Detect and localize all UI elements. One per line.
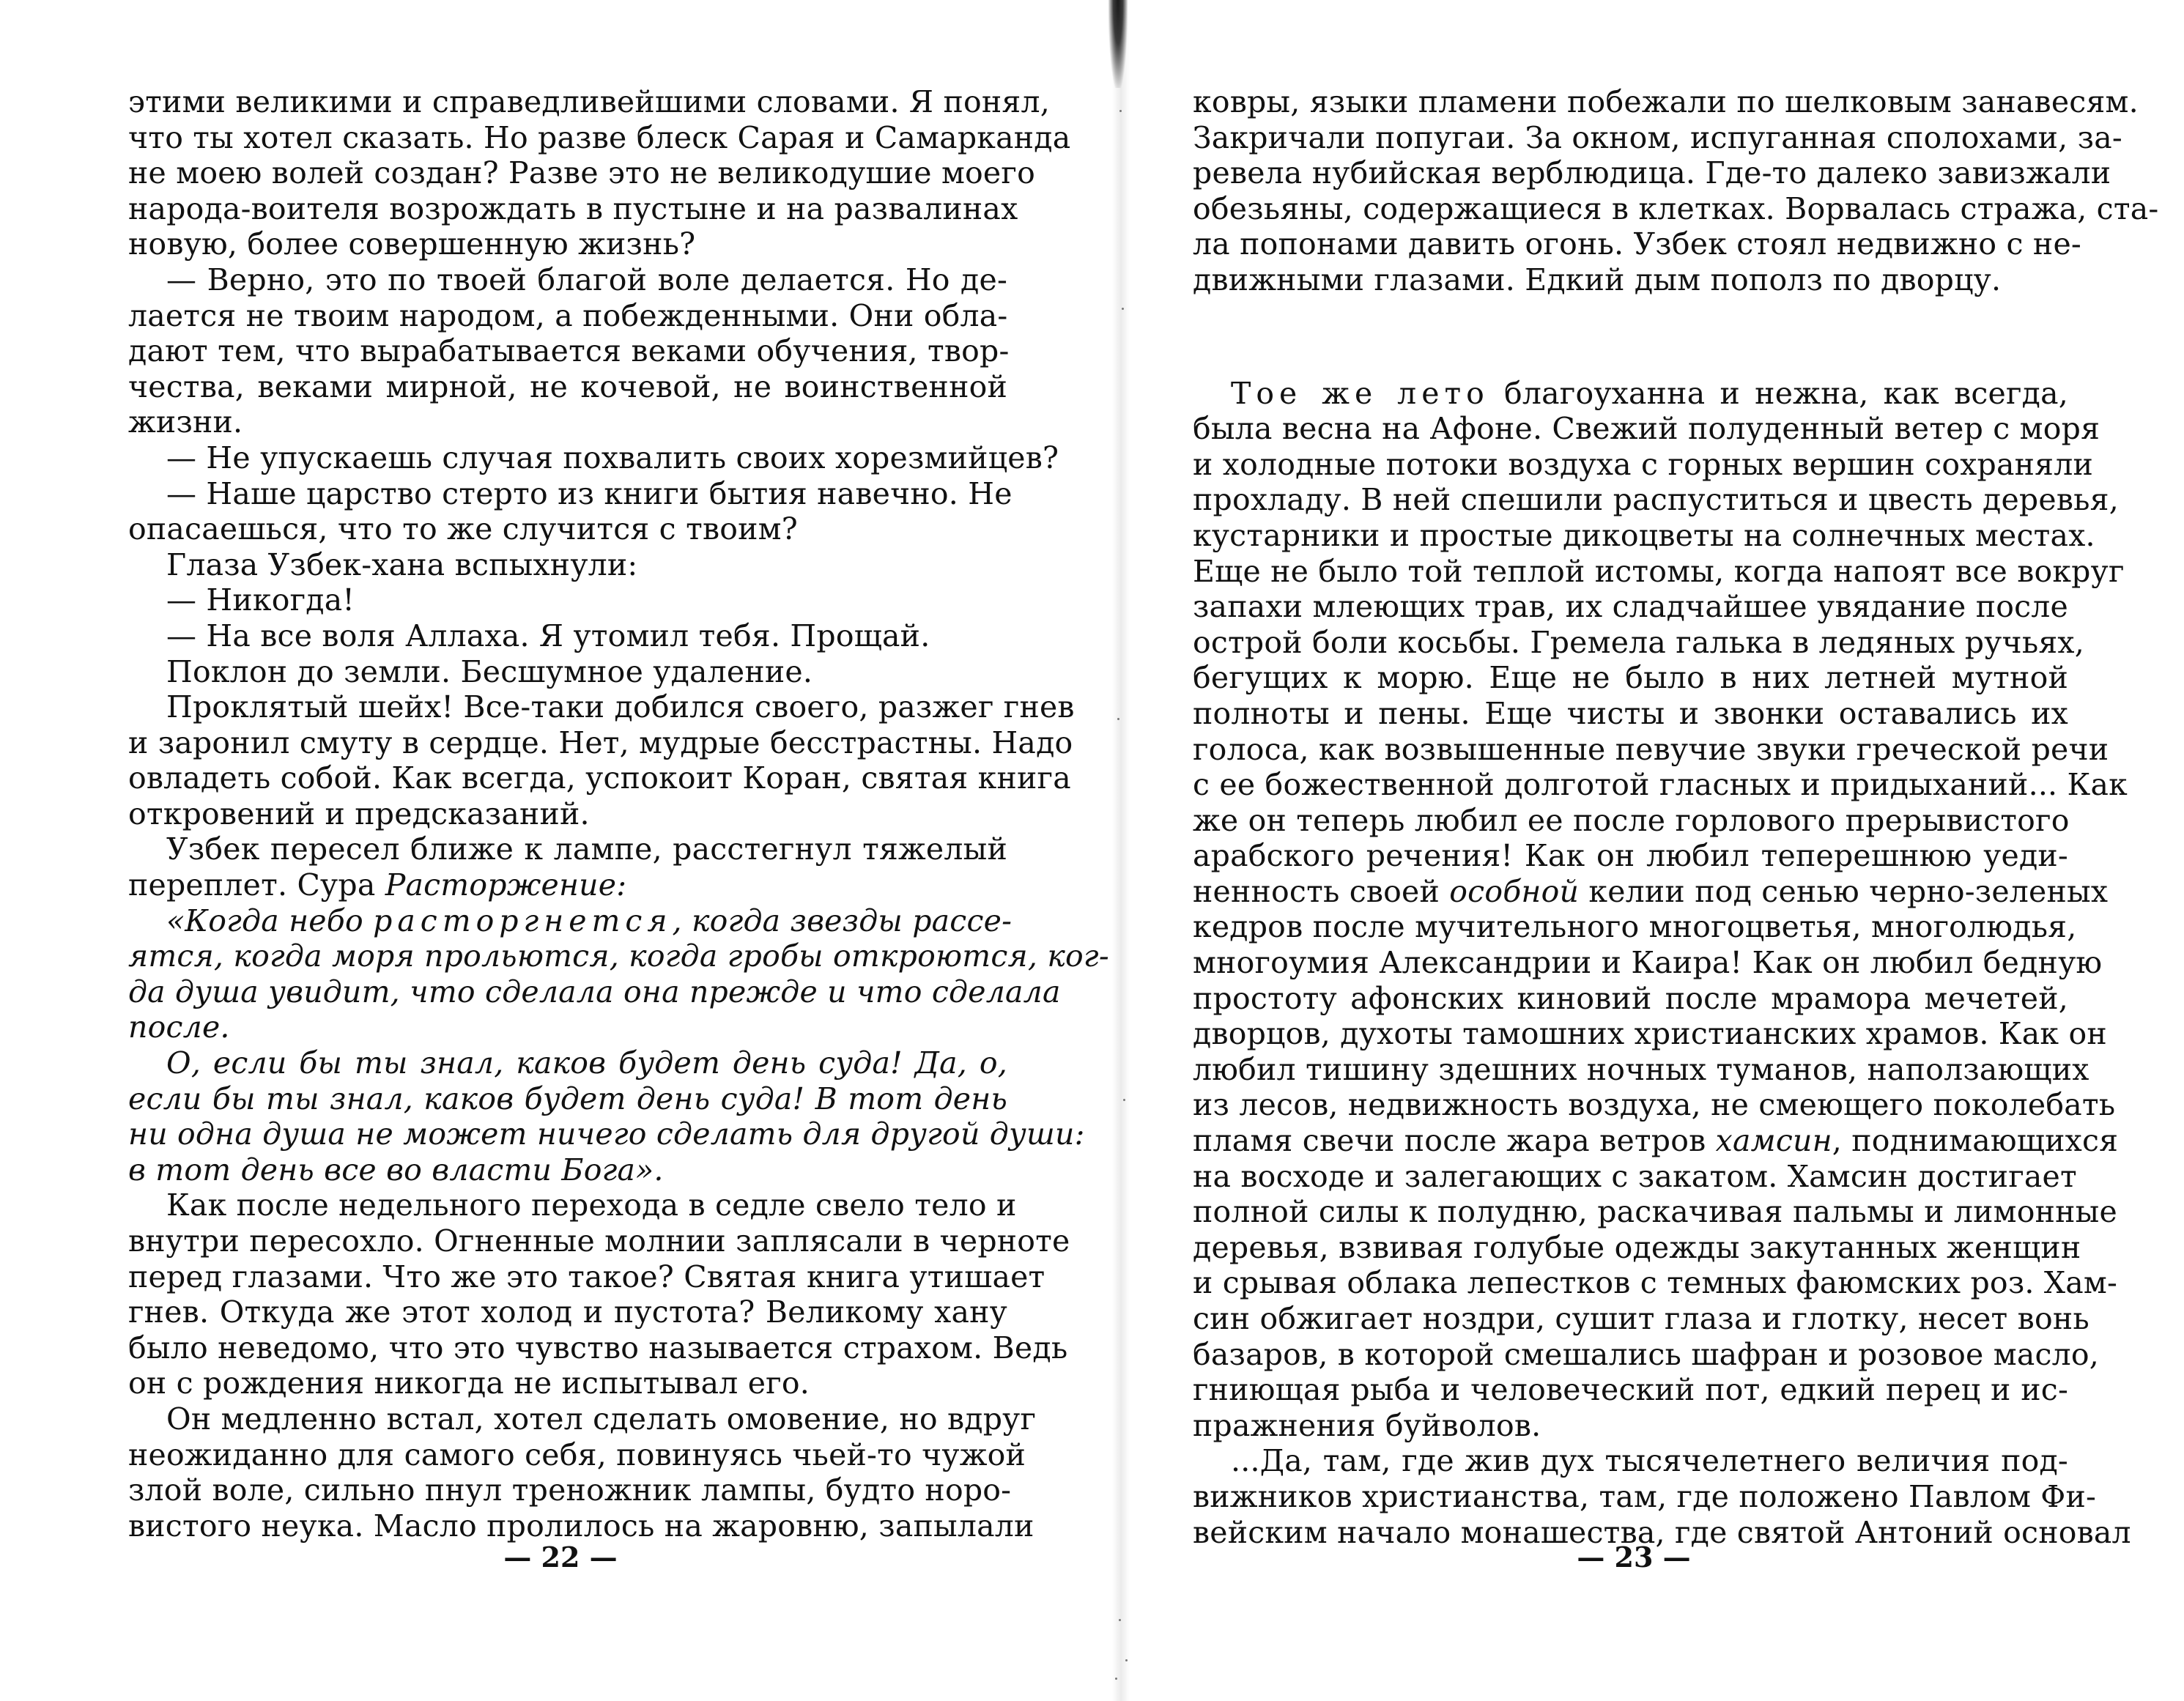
text-line-main: ревела нубийская верблюдица. Где-то далеко завизжали [1193, 155, 2111, 191]
text-line [1193, 84, 2139, 120]
text-line-main: вистого неука. Масло пролилось на жаровню, запылали [128, 1508, 1034, 1544]
text-line [128, 262, 1007, 298]
text-line-main: Как после недельного перехода в седле свело тело и [166, 1187, 1017, 1223]
text-line [1193, 1301, 2089, 1337]
text-line [128, 618, 1007, 654]
text-line [128, 298, 1007, 334]
text-line-main: народа-воителя возрождать в пустыне и на развалинах [128, 190, 1018, 226]
text-line-main: многоумия Александрии и Каира! Как он любил бедную [1193, 945, 2103, 981]
text-line-main: да душа увидит, что сделала она прежде и что сделала [128, 974, 1061, 1009]
text-line-main: — На все воля Аллаха. Я утомил тебя. Прощай. [166, 618, 930, 653]
text-line-main: на восходе и залегающих с закатом. Хамсин достигает [1193, 1158, 2077, 1194]
text-line-main: лается не твоим народом, а побежденными. Они обла- [128, 297, 1008, 333]
text-line [128, 511, 1007, 547]
text-line-main: в тот день все во власти Бога». [128, 1152, 664, 1187]
left-page-text [128, 84, 1109, 1544]
text-line-main: полноты и пены. Еще чисты и звонки оставались их [1193, 695, 2068, 731]
scan-speck [1119, 1619, 1121, 1621]
text-line-main: гнев. Откуда же этот холод и пустота? Великому хану [128, 1294, 1007, 1330]
text-line-main: же он теперь любил ее после горлового прерывистого [1193, 802, 2070, 838]
text-line-main: син обжигает ноздри, сушит глаза и глотку, несет вонь [1193, 1301, 2089, 1336]
text-line [1193, 696, 2068, 732]
text-line [128, 1330, 1068, 1366]
text-line-main: простоту афонских киновий после мрамора мечетей, [1193, 980, 2068, 1016]
text-line-main: — Верно, это по твоей благой воле делается. Но де- [166, 262, 1007, 297]
scan-speck [1125, 1659, 1128, 1661]
text-line [1193, 411, 2100, 447]
text-line [128, 760, 1071, 796]
text-line [1193, 482, 2119, 518]
text-line-main: откровений и предсказаний. [128, 796, 590, 831]
text-line-main: ковры, языки пламени побежали по шелковым занавесям. [1193, 84, 2139, 119]
text-line-main: пламя свечи после жара ветров [1193, 1123, 1716, 1159]
text-line-main: деревья, взвивая голубые одежды закутанных женщин [1193, 1229, 2081, 1265]
text-line-main: голоса, как возвышенные певучие звуки греческой речи [1193, 731, 2109, 767]
text-line [128, 333, 1010, 369]
text-line [1193, 155, 2111, 191]
text-line [128, 440, 1059, 476]
text-line-main: «Когда небо [166, 903, 374, 938]
text-line [128, 831, 1007, 867]
text-line [128, 547, 1007, 583]
text-line-tail: , поднимающихся [1832, 1123, 2119, 1159]
spaced-emphasis: Тое же лето [1231, 375, 1489, 411]
italic-term: хамсин [1715, 1123, 1832, 1159]
text-line-main: овладеть собой. Как всегда, успокоит Коран, святая книга [128, 760, 1071, 796]
text-line [1193, 803, 2068, 839]
text-line-main: базаров, в которой смешались шафран и розовое масло, [1193, 1336, 2100, 1372]
text-line-main: бегущих к морю. Еще не было в них летней мутной [1193, 660, 2068, 696]
text-line-main: жизни. [128, 404, 243, 440]
text-line [1193, 190, 2159, 227]
text-line [1193, 1336, 2100, 1373]
text-line-main: перед глазами. Что же это такое? Святая книга утишает [128, 1259, 1045, 1294]
text-line [1193, 226, 2081, 262]
text-line-main: и заронил смуту в сердце. Нет, мудрые бесстрастны. Надо [128, 724, 1073, 760]
text-line [128, 1116, 1085, 1152]
text-line-main: внутри пересохло. Огненные молнии заплясали в черноте [128, 1223, 1070, 1259]
text-line-tail: , когда звезды рассе- [672, 903, 1013, 938]
text-line [128, 1508, 1034, 1544]
text-line-main: что ты хотел сказать. Но разве блеск Сарая и Самарканда [128, 119, 1071, 155]
right-page-number: — 23 — [1577, 1541, 1691, 1574]
text-line [1193, 1478, 2097, 1515]
scan-speck [1117, 718, 1119, 720]
text-line-main: — Наше царство стерто из книги бытия навечно. Не [166, 475, 1013, 511]
text-line [1193, 553, 2125, 590]
text-line [128, 155, 1035, 191]
text-line-main: ла попонами давить огонь. Узбек стоял недвижно с не- [1193, 226, 2081, 262]
text-line-main: ненность своей [1193, 873, 1450, 909]
text-line-main: дают тем, что вырабатывается веками обучения, твор- [128, 333, 1010, 369]
text-line [128, 1259, 1045, 1295]
text-line-main: вижников христианства, там, где положено Павлом Фи- [1193, 1478, 2097, 1514]
text-line-main: Закричали попугаи. За окном, испуганная сполохами, за- [1193, 119, 2122, 155]
text-line-main: из лесов, недвижность воздуха, не смеющего поколебать [1193, 1087, 2116, 1123]
text-line [1193, 945, 2103, 981]
scan-speck [1115, 1678, 1117, 1680]
text-line [1193, 981, 2068, 1017]
text-line-main: чества, веками мирной, не кочевой, не воинственной [128, 368, 1007, 404]
text-line-main: Узбек пересел ближе к лампе, расстегнул тяжелый [166, 831, 1007, 867]
text-line-main: полной силы к полудню, раскачивая пальмы и лимонные [1193, 1194, 2117, 1230]
text-line-main: ...Да, там, где жив дух тысячелетнего величия под- [1231, 1443, 2068, 1479]
text-line [1193, 262, 2068, 298]
text-line-main: с ее божественной долготой гласных и придыханий... Как [1193, 767, 2128, 803]
text-line-main: вейским начало монашества, где святой Антоний основал [1193, 1514, 2131, 1550]
section-break [1193, 298, 2068, 376]
text-line-tail: келии под сенью черно-зеленых [1579, 873, 2109, 909]
text-line [128, 654, 1007, 690]
text-line [128, 1223, 1070, 1259]
text-line-main: — Никогда! [166, 582, 355, 618]
text-line [128, 84, 1050, 120]
text-line [128, 1437, 1026, 1473]
text-line-main: движными глазами. Едкий дым пополз по дворцу. [1193, 262, 2002, 297]
text-line [128, 903, 1013, 939]
italic-term: особной [1449, 873, 1580, 909]
text-line [1193, 1158, 2077, 1195]
text-line [1193, 624, 2084, 661]
text-line [128, 1472, 1012, 1508]
text-line [1193, 1087, 2116, 1123]
text-line-main: обезьяны, содержащиеся в клетках. Ворвалась стража, ста- [1193, 190, 2159, 226]
text-line [1193, 660, 2068, 696]
text-line-main: О, если бы ты знал, каков будет день суда! Да, о, [166, 1045, 1007, 1081]
text-line [1193, 873, 2109, 910]
text-line [128, 582, 1007, 618]
text-line [1193, 1372, 2068, 1408]
scan-speck [1123, 1099, 1125, 1101]
text-line [128, 1045, 1007, 1081]
text-line-main: этими великими и справедливейшими словами. Я понял, [128, 84, 1050, 119]
text-line-main: прохладу. В ней спешили распуститься и цвесть деревья, [1193, 482, 2119, 518]
text-line-main: неожиданно для самого себя, повинуясь чьей-то чужой [128, 1437, 1026, 1472]
text-line [128, 1009, 1007, 1045]
right-page-text [1193, 84, 2159, 1550]
text-line-main: и срывая облака лепестков с темных фаюмских роз. Хам- [1193, 1265, 2118, 1301]
text-line-main: ни одна душа не может ничего сделать для другой души: [128, 1116, 1085, 1152]
text-line [1193, 1265, 2118, 1301]
text-line [1193, 1051, 2089, 1088]
text-line-main: не моею волей создан? Разве это не великодушие моего [128, 155, 1035, 191]
text-line [128, 974, 1061, 1010]
text-line-main: если бы ты знал, каков будет день суда! В тот день [128, 1081, 1007, 1116]
text-line [128, 1401, 1037, 1437]
text-line [128, 724, 1073, 761]
text-line-main: Проклятый шейх! Все-таки добился своего, разжег гнев [166, 689, 1075, 725]
text-line-main: переплет. Сура [128, 867, 385, 903]
text-line-main: запахи млеющих трав, их сладчайшее увядание после [1193, 589, 2068, 625]
text-line [1193, 1408, 2068, 1444]
text-line-main: острой боли косьбы. Гремела галька в ледяных ручьях, [1193, 624, 2084, 660]
text-line [1193, 446, 2093, 483]
text-line [1193, 1194, 2117, 1230]
text-line-main: Поклон до земли. Бесшумное удаление. [166, 653, 813, 689]
scan-speck [1119, 110, 1122, 112]
text-line [1193, 1016, 2107, 1052]
text-line [1193, 589, 2068, 625]
text-line-main: ятся, когда моря прольются, когда гробы откроются, ког- [128, 938, 1109, 974]
text-line-main: арабского речения! Как он любил теперешнюю уеди- [1193, 838, 2068, 874]
text-line [1193, 376, 2068, 412]
book-gutter [1112, 0, 1130, 1701]
text-line-main: была весна на Афоне. Свежий полуденный ветер с моря [1193, 411, 2100, 447]
text-line-main: Глаза Узбек-хана вспыхнули: [166, 546, 638, 582]
right-page-paragraph-bottom [1193, 375, 2131, 1551]
text-line-main: кустарники и простые дикоцветы на солнечных местах. [1193, 517, 2095, 553]
text-line [128, 369, 1007, 405]
gutter-shadow-mark [1108, 0, 1128, 88]
text-line [128, 1294, 1007, 1330]
text-line [128, 796, 1007, 832]
text-line [1193, 1123, 2119, 1159]
text-line [128, 689, 1075, 725]
text-line [128, 938, 1109, 974]
text-line [1193, 1229, 2081, 1266]
text-line-main: любил тишину здешних ночных туманов, наползающих [1193, 1051, 2089, 1087]
text-line [128, 1152, 1007, 1188]
text-line [128, 1187, 1017, 1223]
text-line [128, 404, 1007, 440]
text-line-main: кедров после мучительного многоцветья, многолюдья, [1193, 909, 2077, 945]
text-line-main: опасаешься, что то же случится с твоим? [128, 511, 798, 547]
text-line-tail: благоуханна и нежна, как всегда, [1489, 375, 2068, 411]
text-line-main: гниющая рыба и человеческий пот, едкий перец и ис- [1193, 1372, 2068, 1408]
text-line [1193, 1443, 2068, 1479]
text-line [128, 226, 1007, 262]
text-line [128, 867, 1007, 903]
text-line [1193, 731, 2109, 768]
text-line [128, 190, 1018, 227]
text-line-main: и холодные потоки воздуха с горных вершин сохраняли [1193, 446, 2093, 482]
spaced-emphasis: расторгнется [373, 903, 673, 938]
text-line-main: Он медленно встал, хотел сделать омовение, но вдруг [166, 1401, 1037, 1437]
text-line-main: после. [128, 1009, 230, 1045]
text-line [1193, 119, 2122, 156]
text-line-main: пражнения буйволов. [1193, 1407, 1541, 1443]
text-line [128, 1365, 1007, 1401]
text-line-main: дворцов, духоты тамошних христианских храмов. Как он [1193, 1016, 2107, 1052]
text-line-main: злой воле, сильно пнул треножник лампы, будто норо- [128, 1472, 1012, 1508]
text-line [1193, 517, 2095, 554]
text-line-main: было неведомо, что это чувство называется страхом. Ведь [128, 1330, 1068, 1365]
left-page-number: — 22 — [503, 1541, 618, 1574]
text-line [1193, 909, 2077, 945]
text-line-main: Еще не было той теплой истомы, когда напоят все вокруг [1193, 553, 2125, 589]
text-line [1193, 838, 2068, 874]
text-line-main: — Не упускаешь случая похвалить своих хорезмийцев? [166, 440, 1059, 475]
text-line-main: новую, более совершенную жизнь? [128, 226, 696, 262]
text-line [1193, 767, 2128, 803]
text-line [128, 1081, 1007, 1117]
scan-speck [1122, 308, 1124, 310]
italic-term: Расторжение: [385, 867, 627, 903]
text-line [128, 475, 1013, 512]
right-page-paragraph-top [1193, 84, 2159, 298]
text-line [128, 119, 1071, 156]
text-line-main: он с рождения никогда не испытывал его. [128, 1365, 810, 1401]
